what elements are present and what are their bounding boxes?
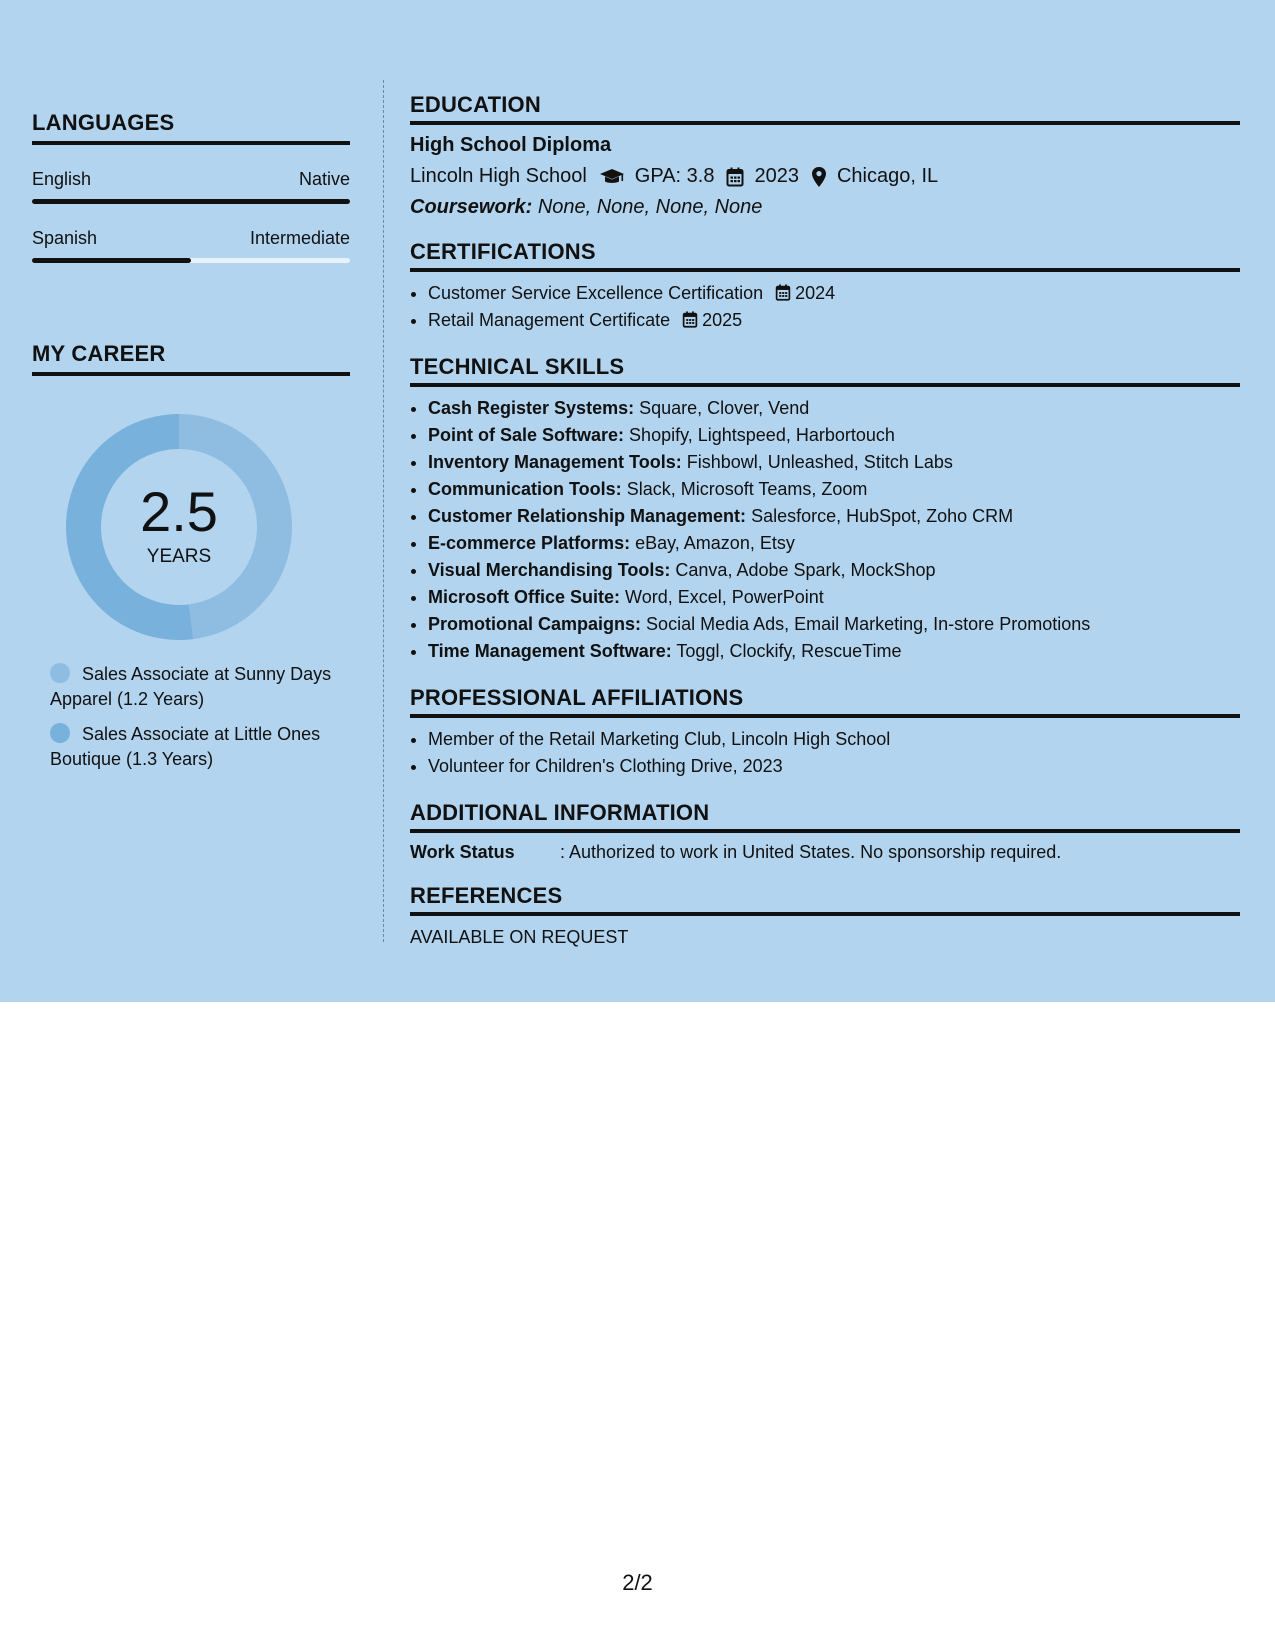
skill-label: Communication Tools: [428,479,622,499]
career-legend-item [50,722,350,772]
column-divider [383,80,384,942]
education-year: 2023 [754,165,799,187]
affiliations-list [410,726,1240,780]
work-status-row [410,842,1240,863]
references-text: AVAILABLE ON REQUEST [410,927,629,947]
languages-heading: LANGUAGES [32,110,350,145]
skill-value: Word, Excel, PowerPoint [625,587,824,607]
career-heading: MY CAREER [32,341,350,376]
additional-info-section [410,800,1240,863]
skill-value: eBay, Amazon, Etsy [635,533,795,553]
certifications-section [410,239,1240,334]
work-status-value: : Authorized to work in United States. No sponsorship required. [560,842,1062,862]
skill-label: Promotional Campaigns: [428,614,642,634]
skill-value: Fishbowl, Unleashed, Stitch Labs [686,452,953,472]
skill-value: Square, Clover, Vend [639,398,810,418]
page-number: 2/2 [622,1570,653,1595]
career-job-label: Sales Associate at Little Ones Boutique (1.3 Years) [50,724,321,769]
skill-label: Customer Relationship Management: [428,506,747,526]
certifications-list [410,280,1240,334]
career-years-label: YEARS [146,546,212,567]
language-proficiency-fill [32,258,191,263]
career-job-label: Sales Associate at Sunny Days Apparel (1.2 Years) [50,664,332,709]
list-item [428,611,1240,638]
education-location: Chicago, IL [836,165,939,187]
skill-value: Toggl, Clockify, RescueTime [676,641,902,661]
list-item [428,280,1240,307]
references-section [410,883,1240,948]
affiliations-heading: PROFESSIONAL AFFILIATIONS [410,685,1240,718]
skills-heading: TECHNICAL SKILLS [410,354,1240,387]
language-proficiency-fill [32,199,350,204]
language-name: English [32,169,92,189]
coursework-label: Coursework: [410,196,533,218]
calendar-icon [726,167,744,187]
language-level: Native [298,169,350,189]
skills-list [410,395,1240,665]
additional-info-heading: ADDITIONAL INFORMATION [410,800,1240,833]
skill-label: Inventory Management Tools: [428,452,682,472]
education-section [410,92,1240,219]
coursework-value: None, None, None, None [537,196,763,218]
list-item [428,584,1240,611]
list-item: • Member of the Retail Marketing Club, Lincoln High School [428,726,1240,753]
legend-dot [50,723,70,743]
references-heading: REFERENCES [410,883,1240,916]
work-status-label: Work Status [410,842,515,862]
career-total-years: 2.5 [140,480,218,543]
skill-value: Slack, Microsoft Teams, Zoom [626,479,868,499]
location-pin-icon [811,166,827,188]
certification-name: Retail Management Certificate [428,310,671,330]
certification-name: Customer Service Excellence Certification [428,283,764,303]
list-item [428,503,1240,530]
graduation-cap-icon [599,168,625,186]
left-column [32,110,350,782]
education-school: Lincoln High School [410,165,587,187]
legend-dot [50,663,70,683]
education-coursework [410,196,1240,219]
list-item [428,530,1240,557]
list-item [428,557,1240,584]
language-proficiency-bar [32,258,350,263]
education-details [410,165,1240,188]
list-item [428,395,1240,422]
calendar-icon [682,311,698,328]
skill-value: Shopify, Lightspeed, Harbortouch [629,425,895,445]
certification-year: 2024 [795,283,836,303]
career-donut-chart [32,414,350,644]
skill-label: Point of Sale Software: [428,425,625,445]
skill-value: Social Media Ads, Email Marketing, In-store Promotions [646,614,1091,634]
skill-value: Salesforce, HubSpot, Zoho CRM [751,506,1014,526]
education-degree: High School Diploma [410,134,612,156]
education-heading: EDUCATION [410,92,1240,125]
language-level: Intermediate [249,228,350,248]
skill-label: Microsoft Office Suite: [428,587,621,607]
list-item [428,638,1240,665]
language-proficiency-bar [32,199,350,204]
education-gpa: GPA: 3.8 [634,165,715,187]
affiliations-section [410,685,1240,780]
skill-label: Visual Merchandising Tools: [428,560,671,580]
certification-year: 2025 [702,310,743,330]
language-name: Spanish [32,228,98,248]
list-item: • Volunteer for Children's Clothing Drive, 2023 [428,753,1240,780]
list-item [428,307,1240,334]
skills-section [410,354,1240,665]
list-item [428,449,1240,476]
skill-label: E-commerce Platforms: [428,533,631,553]
skill-label: Cash Register Systems: [428,398,635,418]
language-item-english [32,169,350,204]
language-item-spanish [32,228,350,263]
career-legend [32,662,350,772]
list-item [428,476,1240,503]
list-item [428,422,1240,449]
career-legend-item [50,662,350,712]
skill-label: Time Management Software: [428,641,672,661]
right-column [410,92,1240,968]
certifications-heading: CERTIFICATIONS [410,239,1240,272]
calendar-icon [775,284,791,301]
skill-value: Canva, Adobe Spark, MockShop [675,560,936,580]
